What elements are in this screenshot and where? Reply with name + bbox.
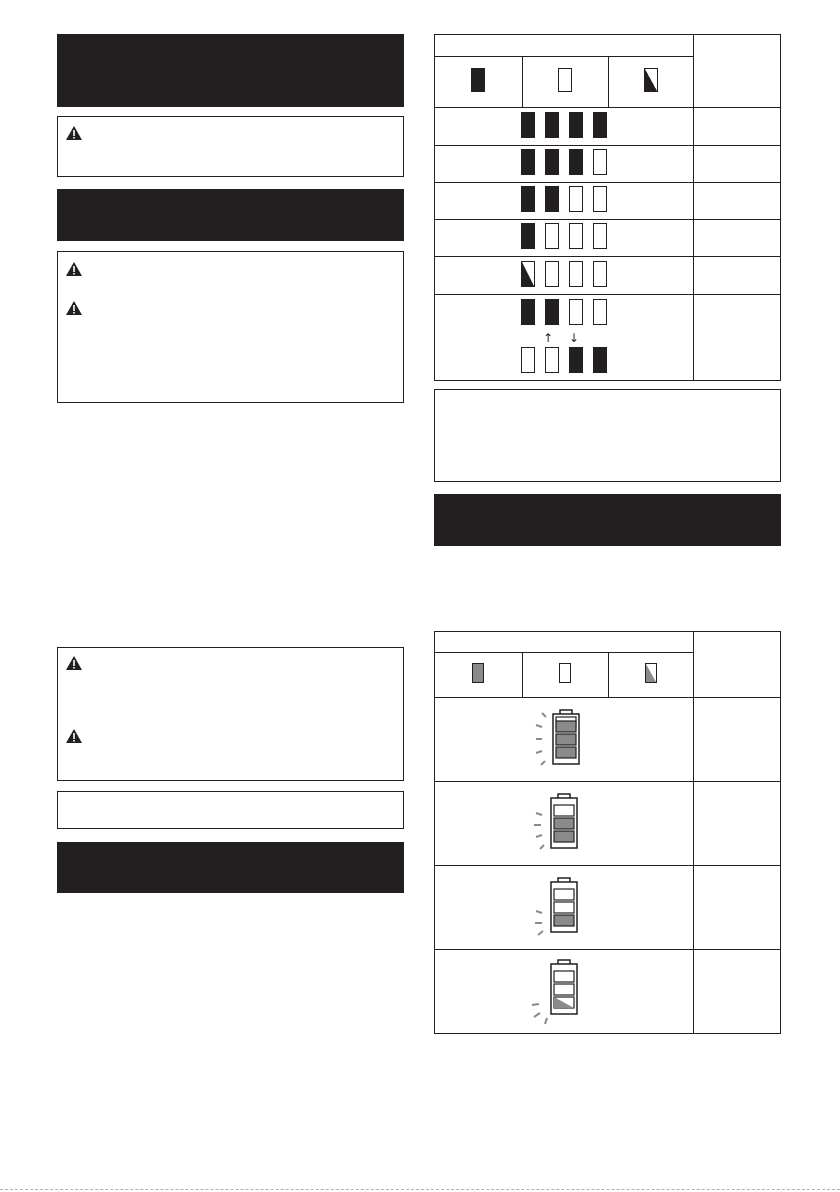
segment-icon <box>593 299 607 325</box>
capacity-header-cell <box>694 35 781 108</box>
section-header-1 <box>57 34 404 107</box>
segment-icon <box>521 299 535 325</box>
capacity-cell <box>694 108 781 146</box>
segment-icon <box>593 149 607 175</box>
note-box-2 <box>434 389 781 482</box>
segment-icon <box>569 299 583 325</box>
segment-icon <box>569 112 583 138</box>
indicator-row <box>435 108 694 146</box>
segment-icon <box>545 112 559 138</box>
battery-full-icon <box>524 707 604 773</box>
section-header-4 <box>434 494 781 546</box>
legend-blinking <box>608 653 694 698</box>
segment-icon <box>545 347 559 373</box>
capacity-cell <box>694 950 781 1034</box>
warning-triangle-icon <box>65 300 83 316</box>
legend-on <box>435 57 523 108</box>
segment-blinking-icon <box>645 663 657 683</box>
section-header-2 <box>57 189 404 241</box>
capacity-cell <box>694 220 781 257</box>
segment-on-icon <box>472 663 484 683</box>
battery-row <box>435 866 694 950</box>
warning-box-2 <box>57 251 404 403</box>
warning-box-1 <box>57 116 404 177</box>
indicator-row <box>435 220 694 257</box>
warning-triangle-icon <box>65 125 83 141</box>
capacity-cell <box>694 183 781 220</box>
segment-icon <box>569 261 583 287</box>
capacity-cell <box>694 295 781 381</box>
battery-row <box>435 950 694 1034</box>
segment-off-icon <box>559 663 571 683</box>
capacity-cell <box>694 146 781 183</box>
section-header-3 <box>57 842 404 893</box>
battery-two-thirds-icon <box>524 791 604 857</box>
legend-off <box>522 653 608 698</box>
warning-box-3 <box>57 647 404 781</box>
segment-icon <box>521 223 535 249</box>
segment-icon <box>521 186 535 212</box>
segment-icon <box>569 149 583 175</box>
segment-icon <box>521 261 535 287</box>
segment-icon <box>593 347 607 373</box>
indicator-row <box>435 257 694 295</box>
capacity-header-cell <box>694 632 781 698</box>
capacity-cell <box>694 782 781 866</box>
note-box-1 <box>57 791 404 829</box>
remaining-capacity-table <box>434 34 781 381</box>
tool-battery-indicator-table <box>434 631 781 1034</box>
legend-header-cell <box>435 35 694 57</box>
legend-header-cell <box>435 632 694 653</box>
segment-blinking-icon <box>644 68 658 92</box>
capacity-cell <box>694 257 781 295</box>
warning-triangle-icon <box>65 261 83 277</box>
segment-icon <box>569 223 583 249</box>
segment-icon <box>521 112 535 138</box>
up-down-arrows-icon: ↑ ↓ <box>543 330 586 345</box>
indicator-row <box>435 146 694 183</box>
segment-icon <box>569 347 583 373</box>
warning-triangle-icon <box>65 728 83 744</box>
segment-icon <box>593 223 607 249</box>
legend-off <box>522 57 608 108</box>
capacity-cell <box>694 698 781 782</box>
segment-icon <box>521 347 535 373</box>
indicator-row <box>435 183 694 220</box>
segment-icon <box>593 186 607 212</box>
legend-on <box>435 653 523 698</box>
segment-on-icon <box>471 68 485 92</box>
segment-off-icon <box>558 68 572 92</box>
legend-blinking <box>608 57 694 108</box>
segment-icon <box>545 261 559 287</box>
segment-icon <box>545 149 559 175</box>
segment-icon <box>569 186 583 212</box>
indicator-row-alternating <box>435 295 694 381</box>
segment-icon <box>521 149 535 175</box>
segment-icon <box>545 299 559 325</box>
segment-icon <box>593 112 607 138</box>
battery-row <box>435 698 694 782</box>
battery-row <box>435 782 694 866</box>
battery-one-third-icon <box>524 875 604 941</box>
segment-icon <box>593 261 607 287</box>
warning-triangle-icon <box>65 655 83 671</box>
segment-icon <box>545 186 559 212</box>
battery-low-icon <box>524 957 604 1027</box>
segment-icon <box>545 223 559 249</box>
capacity-cell <box>694 866 781 950</box>
